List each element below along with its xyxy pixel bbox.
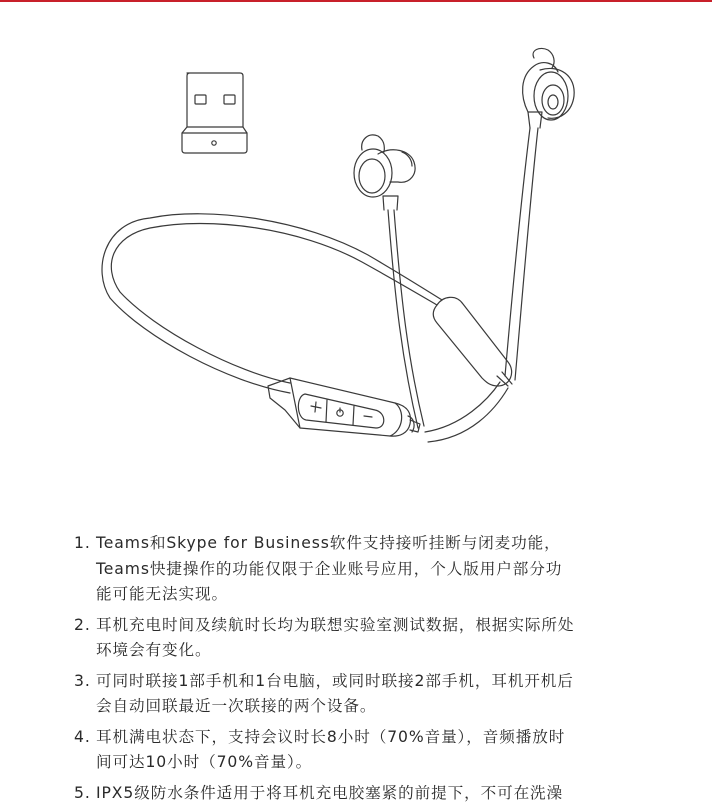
note-item <box>74 531 674 608</box>
note-item <box>74 781 674 807</box>
note-line: 能可能无法实现。 <box>96 585 228 604</box>
note-line: 会自动回联最近一次联接的两个设备。 <box>96 697 377 716</box>
note-line: 耳机满电状态下，支持会议时长8小时（70%音量），音频播放时 <box>96 727 566 746</box>
note-number: 4. <box>74 727 91 746</box>
usb-dongle-icon <box>182 73 247 153</box>
note-line: Teams快捷操作的功能仅限于企业账号应用，个人版用户部分功 <box>96 559 563 578</box>
note-number: 2. <box>74 615 91 634</box>
note-line: 耳机充电时间及续航时长均为联想实验室测试数据，根据实际所处 <box>96 615 575 634</box>
note-number: 3. <box>74 671 91 690</box>
usage-notes-list <box>74 531 674 811</box>
note-number: 1. <box>74 534 91 552</box>
note-line: Teams和Skype for Business软件支持接听挂断与闭麦功能， <box>96 534 561 552</box>
note-line: 间可达10小时（70%音量）。 <box>96 753 313 772</box>
note-item <box>74 669 674 720</box>
note-item <box>74 725 674 776</box>
note-line: 环境会有变化。 <box>96 641 212 660</box>
note-number: 5. <box>74 783 91 802</box>
note-item <box>74 613 674 664</box>
note-line: IPX5级防水条件适用于将耳机充电胶塞紧的前提下，不可在洗澡 <box>96 783 564 802</box>
note-line: 可同时联接1部手机和1台电脑，或同时联接2部手机，耳机开机后 <box>96 671 574 690</box>
neckband-earphones-icon <box>102 48 574 442</box>
